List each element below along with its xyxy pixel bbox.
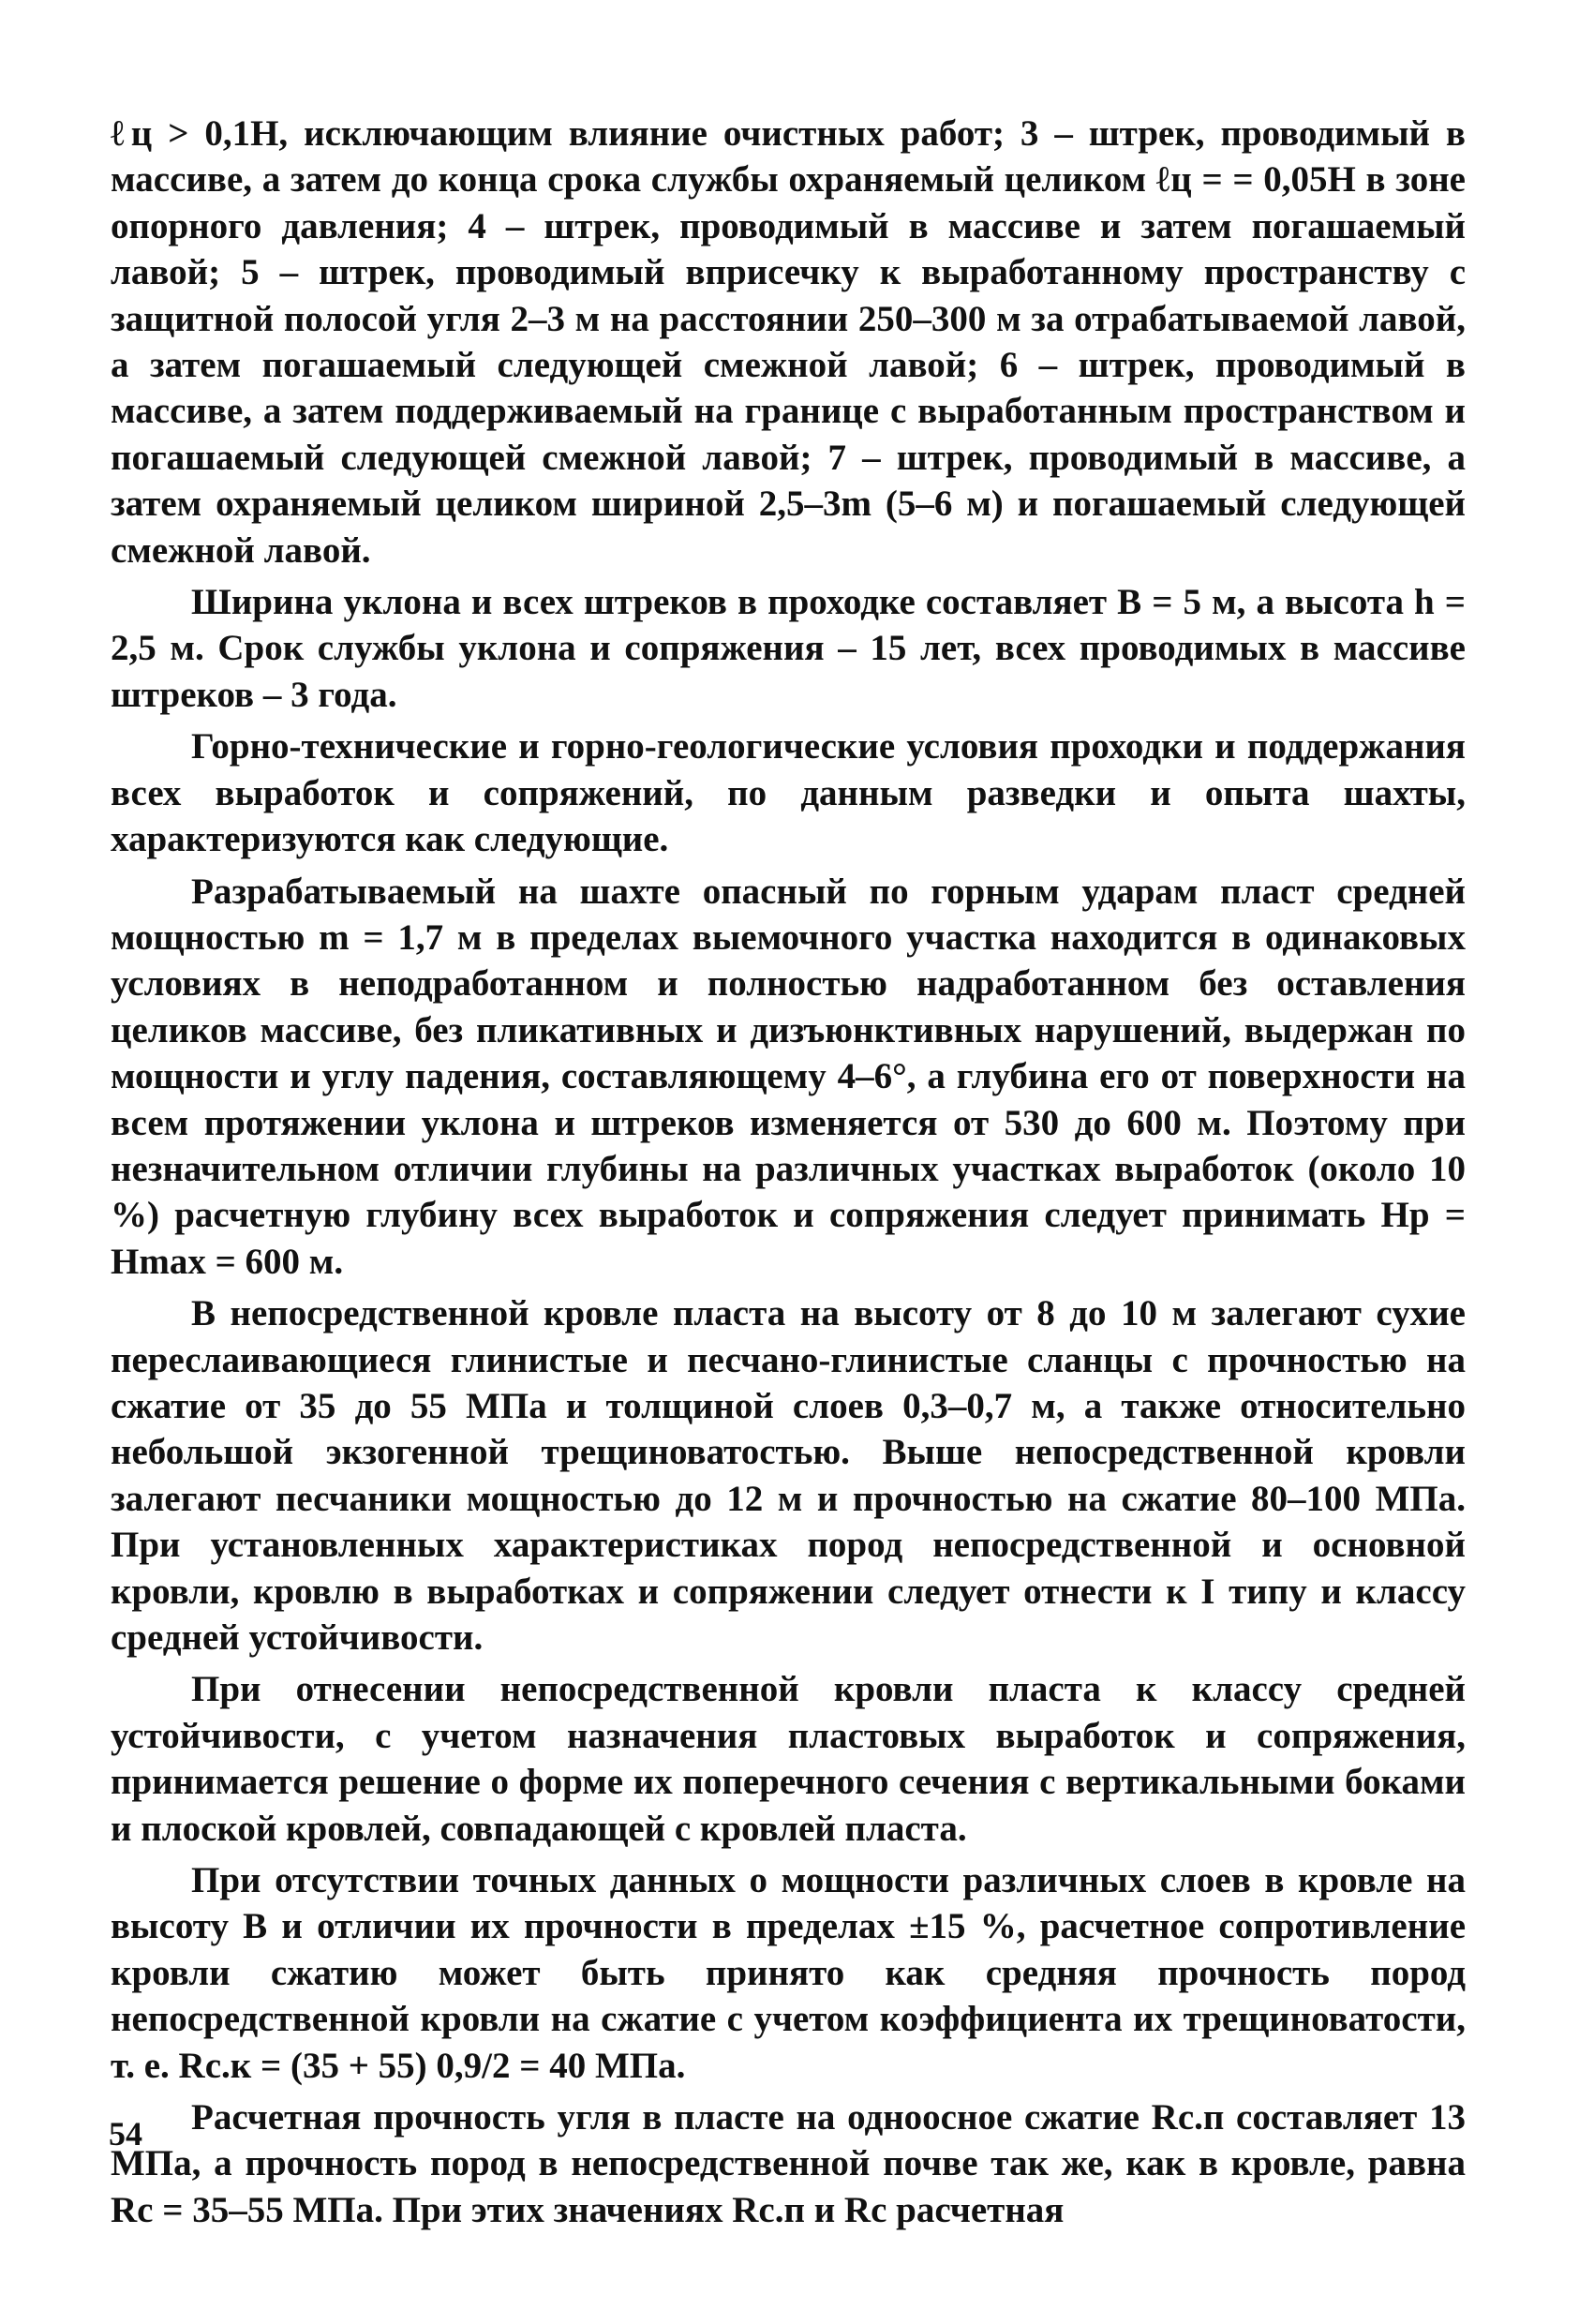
- paragraph-4: Разрабатываемый на шахте опасный по горным ударам пласт средней мощностью m = 1,7 м в пределах выемочного участка находится в одинаковых условиях в неподработанном и полностью надработанном без оставления целиков массиве, без пликативных и дизъюнктивных нарушений, выдержан по мощности и углу падения, составляющему 4–6°, а глубина его от поверхности на всем протяжении уклона и штреков изменяется от 530 до 600 м. Поэтому при незначительном отличии глубины на различных участках выработок (около 10 %) расчетную глубину всех выработок и сопряжения следует принимать Hр = Hmax = 600 м.: [111, 871, 1466, 1282]
- paragraph-5: В непосредственной кровле пласта на высоту от 8 до 10 м залегают сухие переслаивающиеся глинистые и песчано-глинистые сланцы с прочностью на сжатие от 35 до 55 МПа и толщиной слоев 0,3–0,7 м, а также относительно небольшой экзогенной трещиноватостью. Выше непосредственной кровли залегают песчаники мощностью до 12 м и прочностью на сжатие 80–100 МПа. При установленных характеристиках пород непосредственной и основной кровли, кровлю в выработках и сопряжении следует отнести к I типу и классу средней устойчивости.: [111, 1293, 1466, 1658]
- paragraph-7: При отсутствии точных данных о мощности различных слоев в кровле на высоту B и отличии их прочности в пределах ±15 %, расчетное сопротивление кровли сжатию может быть принято как средняя прочность пород непосредственной кровли на сжатие с учетом коэффициента их трещиноватости, т. е. Rс.к = (35 + 55) 0,9/2 = 40 МПа.: [111, 1860, 1466, 2086]
- paragraph-8: Расчетная прочность угля в пласте на одноосное сжатие Rс.п составляет 13 МПа, а прочность пород в непосредственной почве так же, как в кровле, равна Rс = 35–55 МПа. При этих значениях Rс.п и Rс расчетная: [111, 2097, 1466, 2230]
- paragraph-3: Горно-технические и горно-геологические условия проходки и поддержания всех выработок и сопряжений, по данным разведки и опыта шахты, характеризуются как следующие.: [111, 726, 1466, 860]
- page-body: [111, 111, 1466, 2233]
- paragraph-1: ℓц > 0,1H, исключающим влияние очистных работ; 3 – штрек, проводимый в массиве, а затем до конца срока службы охраняемый целиком ℓц = = 0,05H в зоне опорного давления; 4 – штрек, проводимый в массиве и затем погашаемый лавой; 5 – штрек, проводимый вприсечку к выработанному пространству с защитной полосой угля 2–3 м на расстоянии 250–300 м за отрабатываемой лавой, а затем погашаемый следующей смежной лавой; 6 – штрек, проводимый в массиве, а затем поддерживаемый на границе с выработанным пространством и погашаемый следующей смежной лавой; 7 – штрек, проводимый в массиве, а затем охраняемый целиком шириной 2,5–3m (5–6 м) и погашаемый следующей смежной лавой.: [111, 113, 1466, 571]
- page-number: 54: [109, 2115, 142, 2153]
- paragraph-2: Ширина уклона и всех штреков в проходке составляет B = 5 м, а высота h = 2,5 м. Срок службы уклона и сопряжения – 15 лет, всех проводимых в массиве штреков – 3 года.: [111, 582, 1466, 715]
- paragraph-6: При отнесении непосредственной кровли пласта к классу средней устойчивости, с учетом назначения пластовых выработок и сопряжения, принимается решение о форме их поперечного сечения с вертикальными боками и плоской кровлей, совпадающей с кровлей пласта.: [111, 1669, 1466, 1849]
